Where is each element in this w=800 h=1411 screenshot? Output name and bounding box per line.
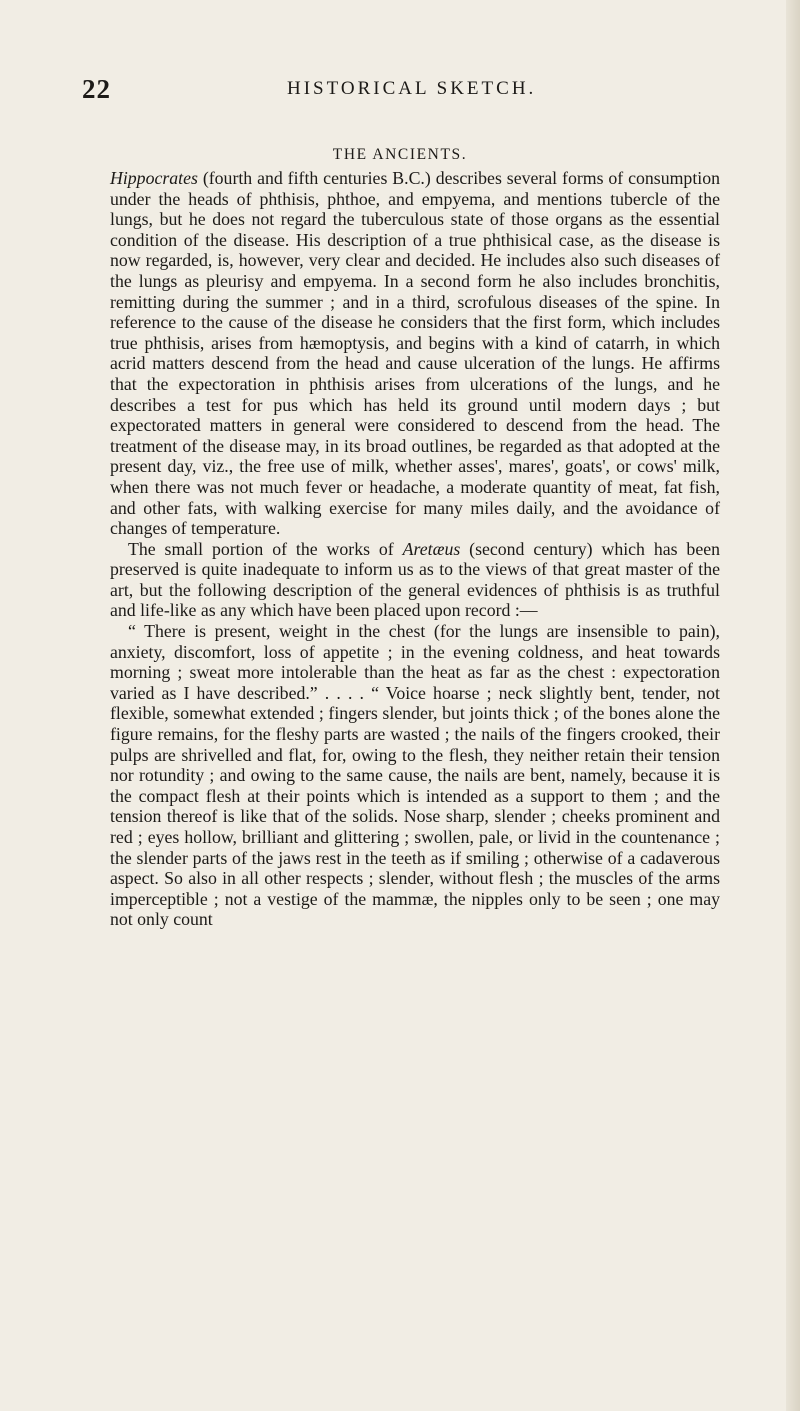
section-title: THE ANCIENTS. (332, 146, 468, 163)
paragraph-quotation: “ There is present, weight in the chest (for the lungs are insensible to pain), anxiety, discomfort, loss of appetite ; in the evening coldness, and heat towards morning ; sweat more intolerable than the heat as far as the chest : expectoration varied as I have described.” . . . . “ Voice hoarse ; neck slightly bent, tender, not flexible, somewhat extended ; fingers slender, but joints thick ; of the bones alone the figure remains, for the fleshy parts are wasted ; the nails of the fingers crooked, their pulps are shrivelled and flat, for, owing to the flesh, they neither retain their tension nor rotundity ; and owing to the same cause, the nails are bent, namely, because it is the compact flesh at their points which is intended as a support to them ; and the tension thereof is like that of the solids. Nose sharp, slender ; cheeks prominent and red ; eyes hollow, brilliant and glittering ; swollen, pale, or livid in the countenance ; the slender parts of the jaws rest in the teeth as if smiling ; otherwise of a cadaverous aspect. So also in all other respects ; slender, without flesh ; the muscles of the arms imperceptible ; not a vestige of the mammæ, the nipples only to be seen ; one may not only count (110, 621, 720, 930)
paragraph-hippocrates (110, 168, 720, 539)
paragraph-text: The small portion of the works of (128, 538, 403, 559)
paragraph-text: (fourth and fifth centuries (197, 168, 393, 188)
era-abbreviation: B.C. (392, 168, 425, 188)
name-aretaeus: Aretæus (402, 538, 461, 559)
running-head (82, 74, 722, 104)
body-text (110, 168, 720, 930)
paragraph-aretaeus (110, 539, 720, 621)
running-title: HISTORICAL SKETCH. (287, 78, 537, 99)
paragraph-text: (second century) which has been preserved is quite inadequate to inform us as to the views of that great master of the art, but the following description of the general evidences of phthisis is as truthful and life-like as any which have been placed upon record :— (110, 538, 720, 621)
name-hippocrates: Hippocrates (110, 168, 198, 188)
page-edge-shadow (786, 0, 800, 1411)
paragraph-text: ) describes several forms of consumption under the heads of phthisis, phthoe, and empyema, and mentions tubercle of the lungs, but he does not regard the tuberculous state of those organs as the essential condition of the disease. His description of a true phthisical case, as the disease is now regarded, is, however, very clear and decided. He includes also such diseases of the lungs as pleurisy and empyema. In a second form he also includes bronchitis, remitting during the summer ; and in a third, scrofulous diseases of the spine. In reference to the cause of the disease he considers that the first form, which includes true phthisis, arises from hæmoptysis, and begins with a kind of catarrh, in which acrid matters descend from the head and cause ulceration of the lungs. He affirms that the expectoration in phthisis arises from ulcerations of the lungs, and he describes a test for pus which has held its ground until modern days ; but expectorated matters in general were considered to descend from the head. The treatment of the disease may, in its broad outlines, be regarded as that adopted at the present day, viz., the free use of milk, whether asses', mares', goats', or cows' milk, when there was not much fever or headache, a moderate quantity of meat, fat fish, and other fats, with walking exercise for many miles daily, and the avoidance of changes of temperature. (110, 168, 720, 539)
page-number: 22 (82, 74, 111, 104)
